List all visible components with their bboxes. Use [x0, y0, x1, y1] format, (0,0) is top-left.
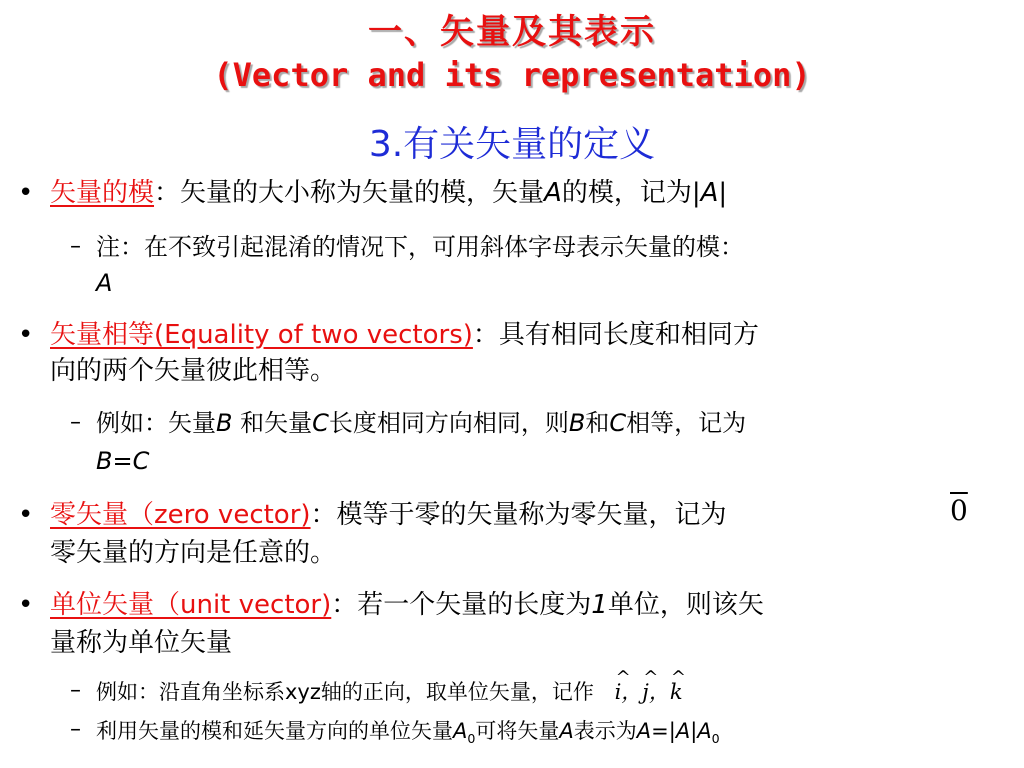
- var-c: C: [609, 409, 627, 437]
- text: =|: [651, 719, 676, 743]
- zero-vector-symbol: 0: [950, 494, 968, 527]
- bullet: •: [18, 320, 34, 350]
- item-zero-vector-cont: 零矢量的方向是任意的。: [50, 538, 337, 568]
- text: 表示为: [573, 719, 637, 743]
- text: 例如：沿直角坐标系xyz轴的正向，取单位矢量，记作: [96, 680, 594, 704]
- text: 相等，记为: [626, 409, 747, 437]
- subscript: 0: [467, 731, 476, 747]
- bullet: •: [18, 500, 34, 530]
- sep: ，: [621, 680, 643, 704]
- item-zero-vector: [50, 500, 727, 530]
- var-b: B: [216, 409, 233, 437]
- var-a: A: [675, 719, 691, 743]
- text: 单位，则该矢: [607, 590, 764, 620]
- text: ：矢量的大小称为矢量的模，矢量: [154, 178, 545, 208]
- subscript: 0: [711, 731, 720, 747]
- var-a: A: [636, 719, 652, 743]
- number-one: 1: [591, 590, 608, 620]
- dash: –: [70, 410, 81, 435]
- var-a: A: [700, 178, 719, 208]
- term-zero-vector: 零矢量（zero vector): [50, 500, 311, 530]
- text: 例如：矢量: [96, 409, 216, 437]
- text: ：具有相同长度和相同方: [472, 320, 759, 350]
- unit-i: ^ i: [615, 677, 622, 707]
- text: 的模，记为|: [561, 178, 701, 208]
- text: |: [718, 178, 728, 208]
- note-magnitude: 注：在不致引起混淆的情况下，可用斜体字母表示矢量的模：: [96, 233, 744, 261]
- note-unit-example: [96, 677, 683, 707]
- item-magnitude: [50, 178, 727, 208]
- bullet: •: [18, 590, 34, 620]
- term-unit-vector: 单位矢量（unit vector): [50, 590, 332, 620]
- item-equality-cont: 向的两个矢量彼此相等。: [50, 356, 337, 386]
- note-equality-cont: B=C: [96, 447, 150, 475]
- dash: –: [70, 234, 81, 259]
- var-a0: A: [453, 719, 468, 743]
- item-equality: [50, 320, 759, 350]
- term-equality: 矢量相等(Equality of two vectors): [50, 320, 473, 350]
- note-unit-representation: [96, 716, 720, 754]
- text: 长度相同方向相同，则: [328, 409, 569, 437]
- item-unit-vector-cont: 量称为单位矢量: [50, 628, 233, 658]
- text: ：若一个矢量的长度为: [331, 590, 592, 620]
- sep: ，: [648, 680, 670, 704]
- bullet: •: [18, 178, 34, 208]
- text: 和: [585, 409, 610, 437]
- var-c: C: [312, 409, 329, 437]
- dash: –: [70, 717, 81, 742]
- section-subtitle: 3.有关矢量的定义: [368, 124, 656, 165]
- text: 可将矢量: [475, 719, 560, 743]
- var-a: A: [544, 178, 562, 208]
- item-unit-vector: [50, 590, 764, 620]
- var-a: A: [559, 719, 574, 743]
- var-a0: A: [697, 719, 712, 743]
- note-magnitude-cont: A: [96, 269, 113, 297]
- title-chinese: 一、矢量及其表示: [368, 12, 656, 52]
- unit-j: ^ j: [642, 677, 649, 707]
- text: 利用矢量的模和延矢量方向的单位矢量: [96, 719, 453, 743]
- var-b: B: [568, 409, 586, 437]
- term-magnitude: 矢量的模: [50, 178, 155, 208]
- title-english: (Vector and its representation): [213, 56, 811, 94]
- note-equality: [96, 408, 746, 438]
- text: ：模等于零的矢量称为零矢量，记为: [310, 500, 727, 530]
- unit-k: ^ k: [670, 677, 683, 707]
- text: 和矢量: [232, 409, 313, 437]
- text: |: [690, 719, 698, 743]
- dash: –: [70, 678, 81, 703]
